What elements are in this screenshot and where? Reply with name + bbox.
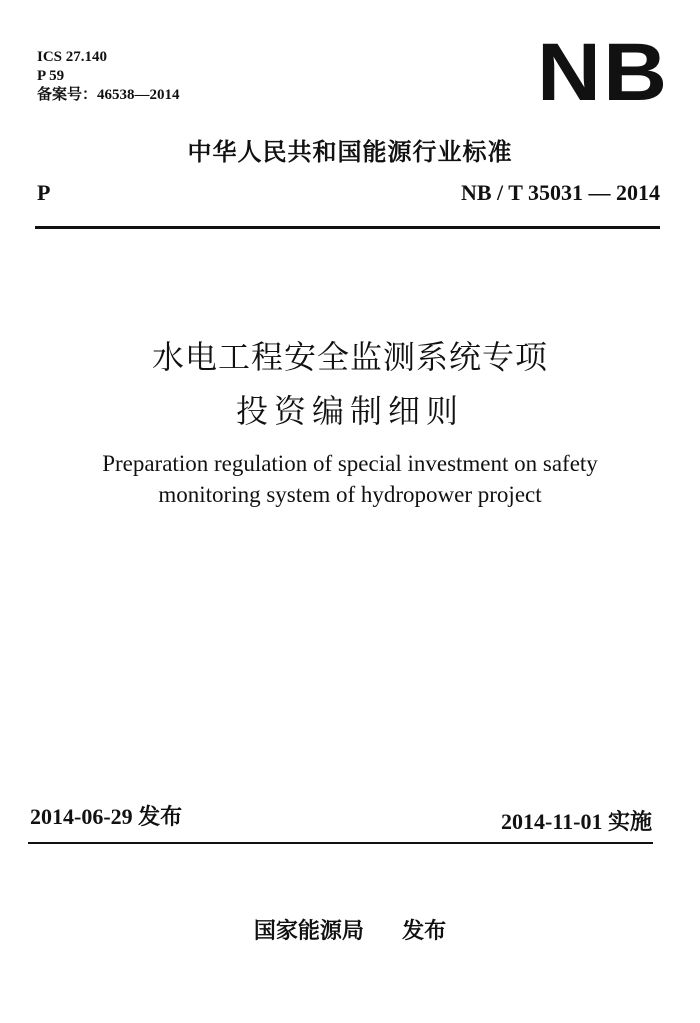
record-number: 备案号：46538—2014 <box>37 87 180 103</box>
publisher: 国家能源局 发布 <box>253 919 447 944</box>
title-zh-line2: 投资编制细则 <box>235 392 464 430</box>
title-en-line1: Preparation regulation of special investment on safety <box>102 451 598 476</box>
nb-logo: NB <box>537 27 670 118</box>
title-zh-line1: 水电工程安全监测系统专项 <box>151 338 548 376</box>
class-code: P 59 <box>37 68 65 84</box>
standard-number: NB / T 35031 — 2014 <box>460 180 660 205</box>
header-codes <box>37 48 180 105</box>
top-divider <box>35 226 660 229</box>
issue-date: 2014-06-29 发布 <box>30 804 183 829</box>
bottom-divider <box>28 842 653 844</box>
industry-standard-title: 中华人民共和国能源行业标准 <box>187 138 513 166</box>
ics-code: ICS 27.140 <box>37 49 108 65</box>
implementation-date: 2014-11-01 实施 <box>501 809 652 834</box>
title-en-line2: monitoring system of hydropower project <box>158 482 542 507</box>
classification-letter: P <box>37 180 51 205</box>
